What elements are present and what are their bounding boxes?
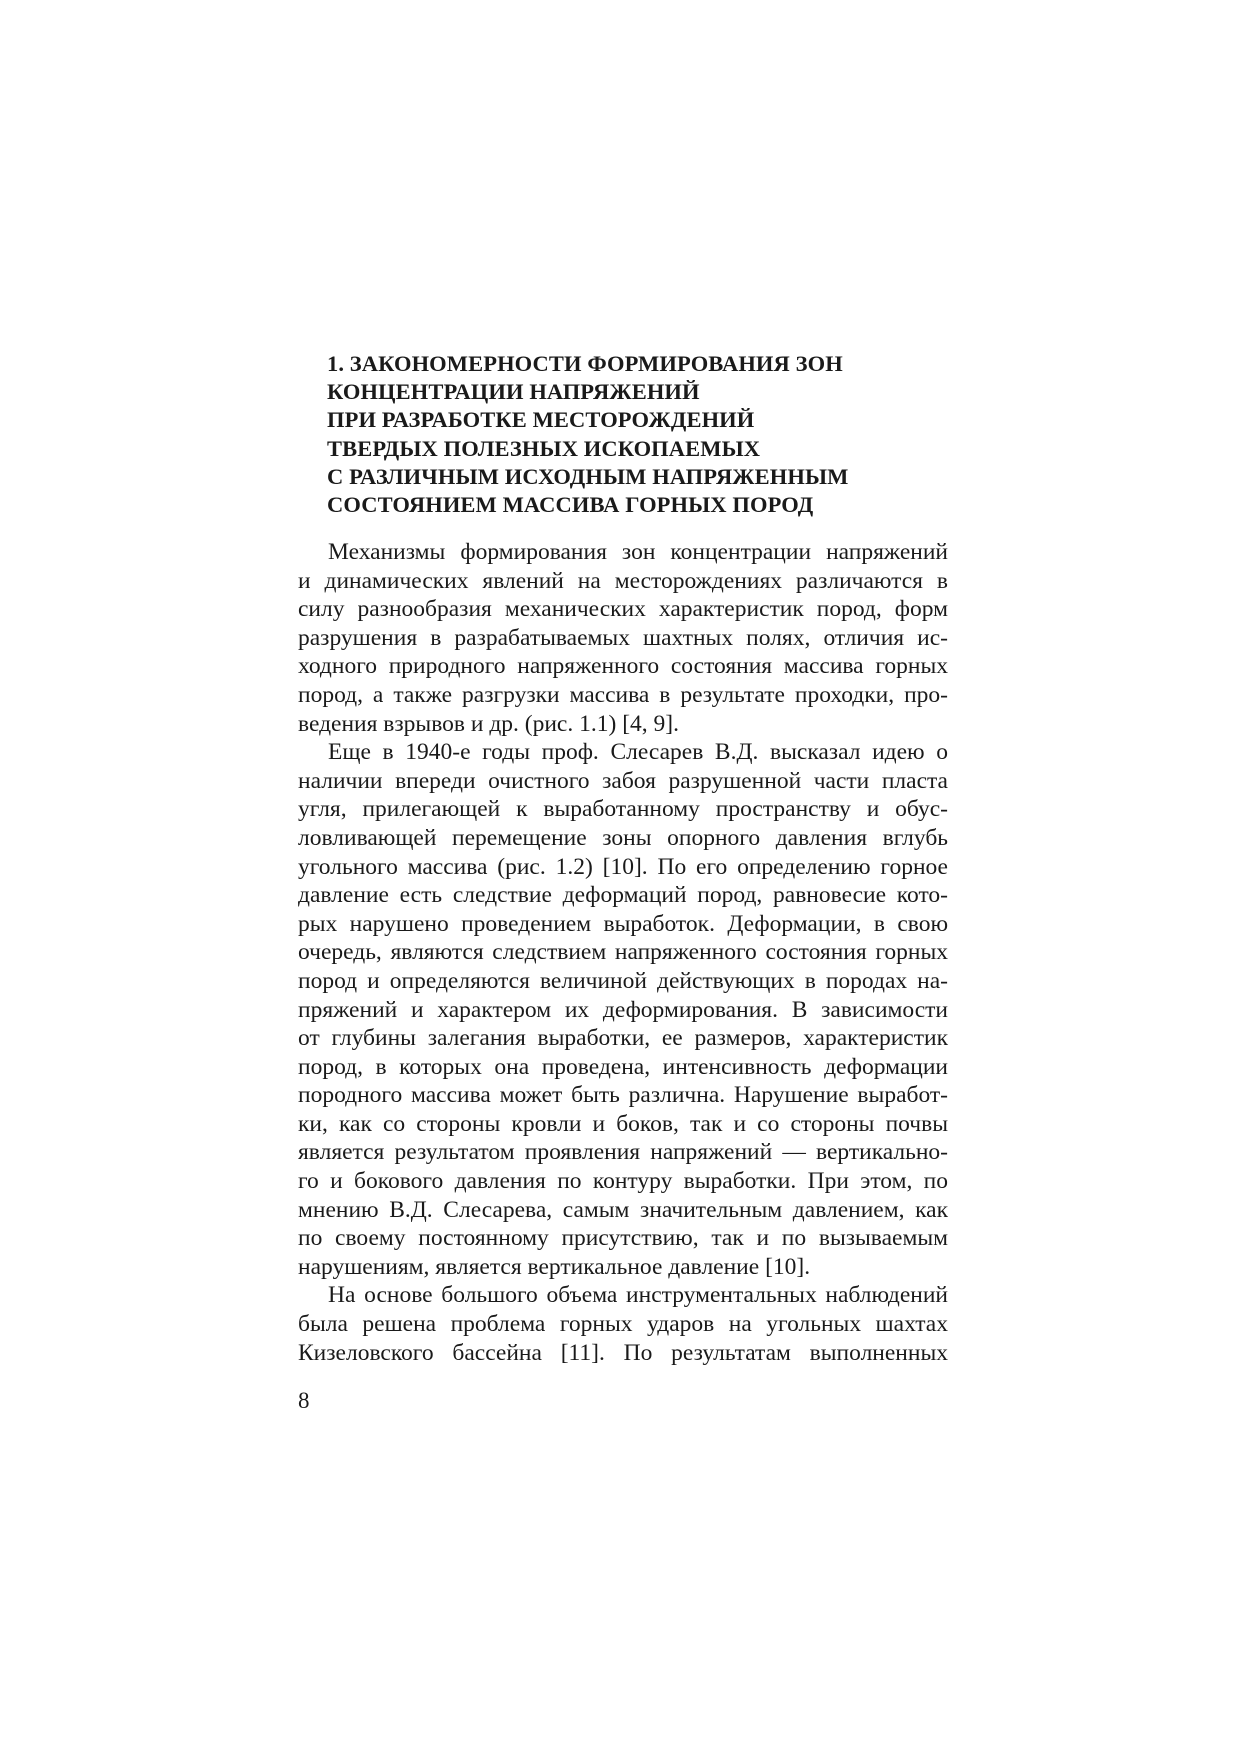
text-line: Кизеловского бассейна [11]. По результатам выполненных [298, 1339, 948, 1366]
text-line: угольного массива (рис. 1.2) [10]. По его определению горное [298, 853, 948, 880]
paragraph-kizel-basin [298, 1281, 948, 1367]
text-line: силу разнообразия механических характеристик пород, форм [298, 596, 948, 623]
paragraph-mechanisms [298, 538, 948, 738]
text-line: является результатом проявления напряжений — вертикально- [298, 1139, 948, 1166]
text-line: была решена проблема горных ударов на угольных шахтах [298, 1311, 948, 1338]
heading-line: СОСТОЯНИЕМ МАССИВА ГОРНЫХ ПОРОД [327, 492, 814, 518]
text-line: нарушениям, является вертикальное давление [10]. [298, 1253, 811, 1280]
text-line: разрушения в разрабатываемых шахтных полях, отличия ис- [298, 624, 948, 651]
text-line: На основе большого объема инструментальных наблюдений [328, 1282, 948, 1309]
heading-line: ПРИ РАЗРАБОТКЕ МЕСТОРОЖДЕНИЙ [327, 407, 755, 433]
text-line: наличии впереди очистного забоя разрушенной части пласта [298, 767, 948, 794]
text-line: пород, а также разгрузки массива в результате проходки, про- [298, 681, 948, 708]
text-line: Механизмы формирования зон концентрации напряжений [328, 539, 948, 565]
body-text [298, 538, 948, 1367]
text-line: ки, как со стороны кровли и боков, так и со стороны почвы [298, 1110, 948, 1137]
paragraph-slesarev [298, 738, 948, 1281]
page-number: 8 [298, 1388, 310, 1413]
text-line: ведения взрывов и др. (рис. 1.1) [4, 9]. [298, 710, 679, 737]
text-line: пород, в которых она проведена, интенсивность деформации [298, 1053, 948, 1080]
text-line: по своему постоянному присутствию, так и по вызываемым [298, 1225, 948, 1252]
text-line: Еще в 1940-е годы проф. Слесарев В.Д. высказал идею о [328, 739, 948, 766]
text-line: го и бокового давления по контуру выработки. При этом, по [298, 1168, 948, 1195]
text-line: пряжений и характером их деформирования. В зависимости [298, 996, 948, 1023]
text-line: пород и определяются величиной действующих в породах на- [298, 967, 948, 994]
text-line: ходного природного напряженного состояния массива горных [298, 653, 948, 680]
text-line: мнению В.Д. Слесарева, самым значительным давлением, как [298, 1196, 948, 1223]
text-line: ловливающей перемещение зоны опорного давления вглубь [298, 824, 948, 851]
heading-line: КОНЦЕНТРАЦИИ НАПРЯЖЕНИЙ [327, 379, 700, 405]
text-line: угля, прилегающей к выработанному пространству и обус- [298, 796, 948, 823]
text-line: очередь, являются следствием напряженного состояния горных [298, 939, 948, 966]
text-line: рых нарушено проведением выработок. Деформации, в свою [298, 910, 948, 937]
heading-line: ТВЕРДЫХ ПОЛЕЗНЫХ ИСКОПАЕМЫХ [327, 435, 761, 461]
text-line: от глубины залегания выработки, ее размеров, характеристик [298, 1025, 948, 1052]
heading-line: 1. ЗАКОНОМЕРНОСТИ ФОРМИРОВАНИЯ ЗОН [327, 351, 843, 376]
text-line: и динамических явлений на месторождениях различаются в [298, 567, 948, 594]
chapter-heading [327, 350, 967, 519]
heading-line: С РАЗЛИЧНЫМ ИСХОДНЫМ НАПРЯЖЕННЫМ [327, 463, 849, 489]
text-line: давление есть следствие деформаций пород, равновесие кото- [298, 882, 948, 909]
text-line: породного массива может быть различна. Нарушение выработ- [298, 1082, 948, 1109]
